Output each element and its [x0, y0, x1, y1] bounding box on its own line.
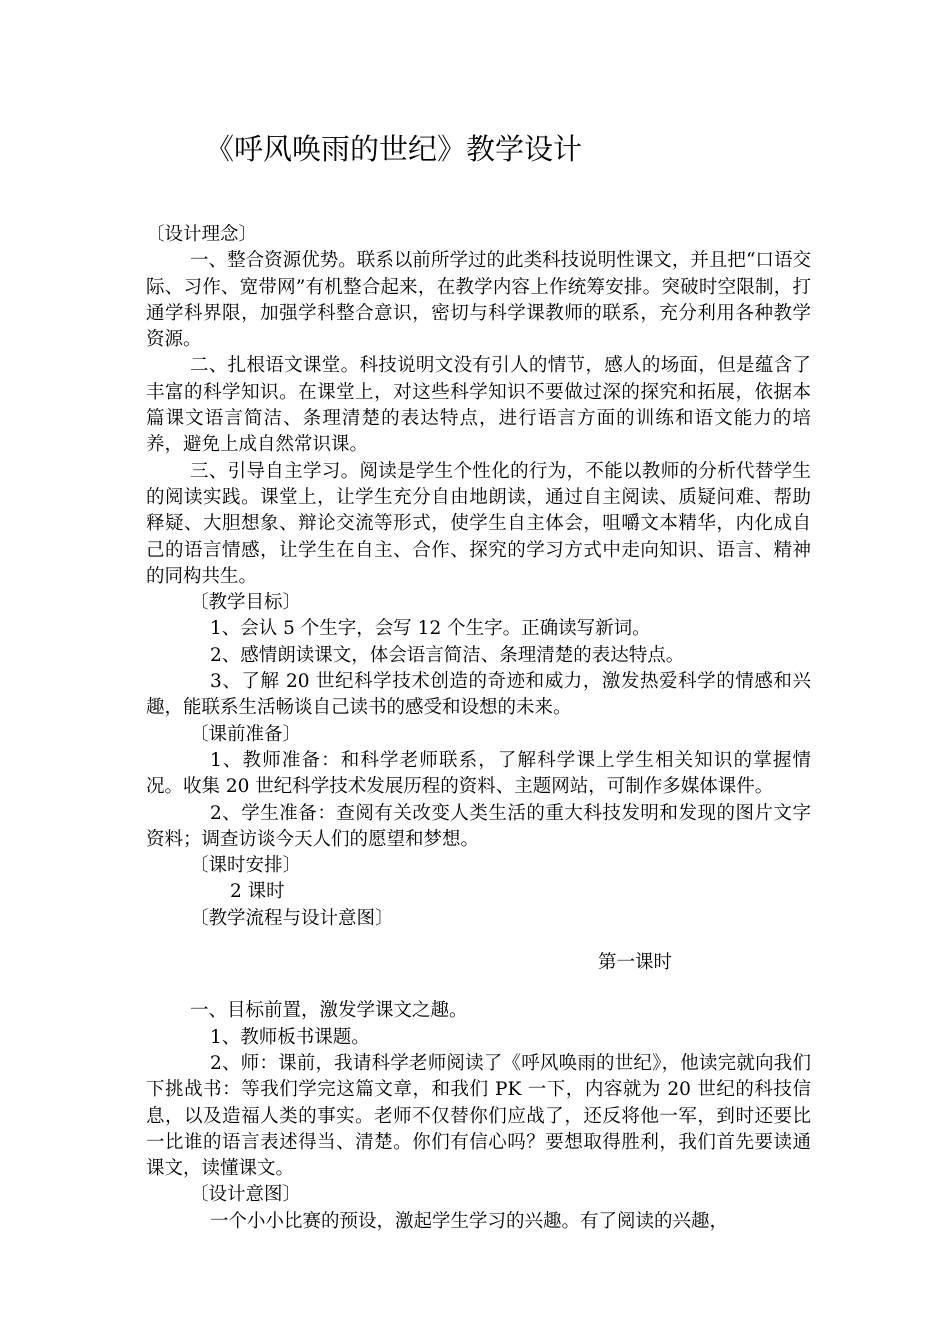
concept-paragraph-3: 三、引导自主学习。阅读是学生个性化的行为，不能以教师的分析代替学生的阅读实践。课堂上，让学生充分自由地朗读，通过自主阅读、质疑问难、帮助释疑、大胆想象、辩论交流等形式，使学生自主体会，咀嚼文本精华，内化成自己的语言情感，让学生在自主、合作、探究的学习方式中走向知识、语言、精神的同构共生。: [146, 460, 811, 587]
step-item-1-1: 1、教师板书课题。: [210, 1026, 370, 1048]
document-title: 《呼风唤雨的世纪》教学设计: [205, 132, 583, 166]
schedule-value: 2 课时: [230, 881, 285, 903]
step-heading-1: 一、目标前置，激发学课文之趣。: [190, 1000, 468, 1022]
section-heading-intent: 〔设计意图〕: [190, 1184, 302, 1206]
spacer: [146, 976, 811, 998]
prep-item-2: 2、学生准备：查阅有关改变人类生活的重大科技发明和发现的图片文字资料；调查访谈今天人们的愿望和梦想。: [146, 802, 811, 850]
goal-item-1: 1、会认 5 个生字，会写 12 个生字。正确读写新词。: [210, 618, 651, 640]
section-heading-flow: 〔教学流程与设计意图〕: [190, 907, 394, 929]
section-heading-design-concept: 〔设计理念〕: [146, 224, 258, 245]
goal-item-2: 2、感情朗读课文，体会语言简洁、条理清楚的表达特点。: [210, 644, 685, 666]
prep-item-1: 1、教师准备：和科学老师联系，了解科学课上学生相关知识的掌握情况。收集 20 世纪科学技术发展历程的资料、主题网站，可制作多媒体课件。: [146, 749, 811, 798]
intent-paragraph: 一个小小比赛的预设，激起学生学习的兴趣。有了阅读的兴趣，: [210, 1210, 729, 1232]
lesson-heading: 第一课时: [598, 952, 673, 974]
concept-paragraph-1: 一、整合资源优势。联系以前所学过的此类科技说明性课文，并且把“口语交际、习作、宽带网”有机整合起来，在教学内容上作统筹安排。突破时空限制，打通学科界限，加强学科整合意识，密切与科学课教师的联系，充分利用各种教学资源。: [146, 250, 811, 351]
section-heading-prep: 〔课前准备〕: [190, 723, 302, 745]
concept-paragraph-2: 二、扎根语文课堂。科技说明文没有引人的情节，感人的场面，但是蕴含了丰富的科学知识。在课堂上，对这些科学知识不要做过深的探究和拓展，依据本篇课文语言简洁、条理清楚的表达特点，进行语言方面的训练和语文能力的培养，避免上成自然常识课。: [146, 355, 811, 456]
goal-item-3: 3、了解 20 世纪科学技术创造的奇迹和威力，激发热爱科学的情感和兴趣，能联系生活畅谈自己读书的感受和设想的未来。: [146, 671, 811, 719]
section-heading-goals: 〔教学目标〕: [190, 592, 302, 614]
section-heading-schedule: 〔课时安排〕: [190, 855, 302, 877]
step-item-1-2: 2、师：课前，我请科学老师阅读了《呼风唤雨的世纪》，他读完就向我们下挑战书：等我们学完这篇文章，和我们 PK 一下，内容就为 20 世纪的科技信息，以及造福人类的事实。老师不仅替你们应战了，还反将他一军，到时还要比一比谁的语言表述得当、清楚。你们有信心吗？要想取得胜利，我们首先要读通课文，读懂课文。: [146, 1052, 811, 1180]
spacer: [146, 932, 811, 950]
document-body: [146, 222, 811, 1235]
